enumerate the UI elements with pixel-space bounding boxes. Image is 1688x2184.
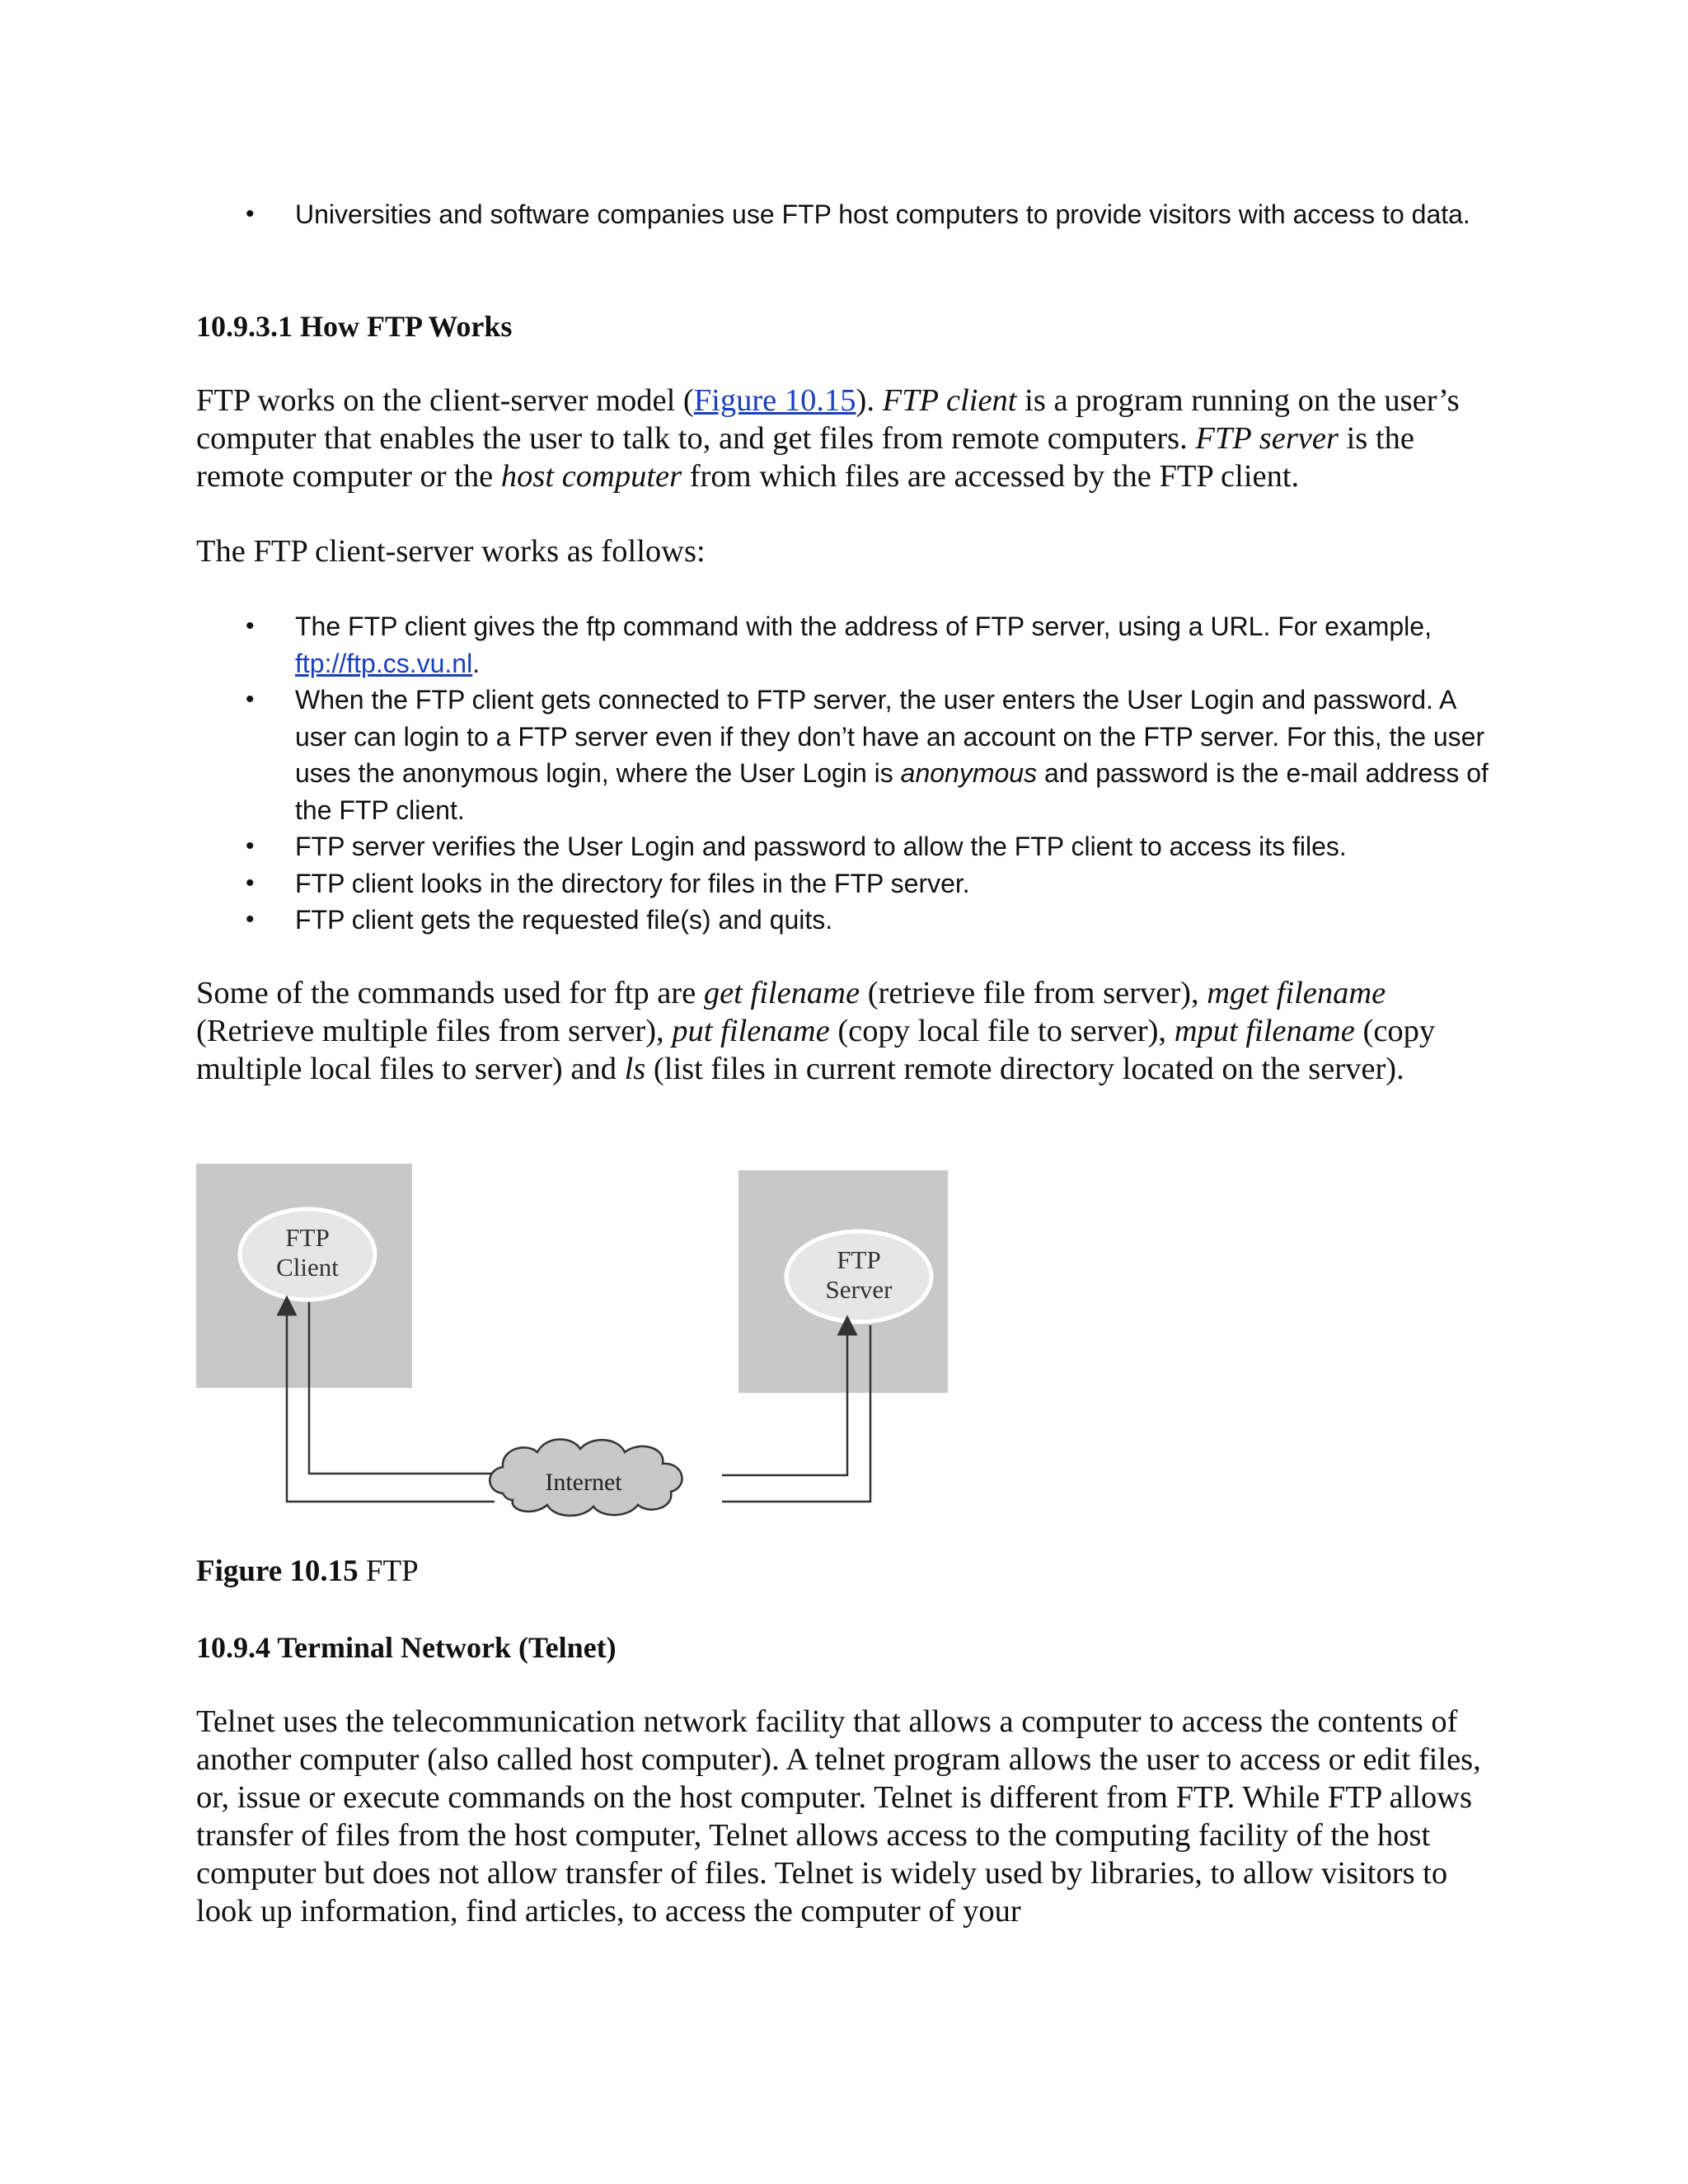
list-item xyxy=(196,196,1490,233)
server-label-line1: FTP xyxy=(837,1245,881,1274)
bullet-dot: • xyxy=(246,200,255,227)
list-item xyxy=(196,828,1490,865)
top-bullet-list xyxy=(196,196,1490,233)
bullet-text: When the FTP client gets connected to FTP server, the user enters the User Login and password. A user can login to a FTP server even if they don’t have an account on the FTP server. For this, the user uses the anonymous login, where the User Login is anonymous and password is the e-mail address of the FTP client. xyxy=(295,685,1489,825)
server-label-line2: Server xyxy=(825,1275,893,1304)
paragraph-ftp-intro: FTP works on the client-server model (Figure 10.15). FTP client is a program running on the user’s computer that enables the user to talk to, and get files from remote computers. FTP server is the remote computer or the host computer from which files are accessed by the FTP client. xyxy=(196,383,1460,494)
ftp-steps-list xyxy=(196,608,1490,939)
bullet-dot: • xyxy=(246,906,255,933)
bullet-dot: • xyxy=(246,612,255,640)
bullet-text: Universities and software companies use FTP host computers to provide visitors with access to data. xyxy=(295,199,1470,229)
list-item xyxy=(196,608,1490,682)
bullet-text: FTP client gets the requested file(s) and quits. xyxy=(295,905,833,935)
list-item xyxy=(196,865,1490,902)
paragraph-ftp-commands: Some of the commands used for ftp are get filename (retrieve file from server), mget filename (Retrieve multiple files from server), put filename (copy local file to server), mput filename (copy multiple local files to server) and ls (list files in current remote directory located on the server). xyxy=(196,976,1436,1086)
ftp-url-link[interactable]: ftp://ftp.cs.vu.nl xyxy=(295,648,473,678)
section-heading-telnet: 10.9.4 Terminal Network (Telnet) xyxy=(196,1631,617,1664)
bullet-text: The FTP client gives the ftp command with the address of FTP server, using a URL. For example, ftp://ftp.cs.vu.nl. xyxy=(295,612,1432,678)
bullet-text: FTP server verifies the User Login and password to allow the FTP client to access its files. xyxy=(295,832,1347,861)
figure-caption: Figure 10.15 FTP xyxy=(196,1554,419,1588)
bullet-dot: • xyxy=(246,869,255,897)
internet-label: Internet xyxy=(545,1469,622,1496)
figure-link[interactable]: Figure 10.15 xyxy=(693,383,856,418)
client-label-line2: Client xyxy=(276,1253,339,1282)
client-label-line1: FTP xyxy=(285,1223,330,1252)
list-item xyxy=(196,682,1490,828)
paragraph-works-as-follows: The FTP client-server works as follows: xyxy=(196,534,706,569)
ftp-diagram xyxy=(196,1164,948,1518)
bullet-text: FTP client looks in the directory for files in the FTP server. xyxy=(295,868,970,898)
section-heading-how-ftp-works: 10.9.3.1 How FTP Works xyxy=(196,310,513,343)
internet-cloud-icon xyxy=(490,1439,682,1516)
bullet-dot: • xyxy=(246,832,255,860)
list-item xyxy=(196,902,1490,939)
bullet-dot: • xyxy=(246,686,255,713)
paragraph-telnet: Telnet uses the telecommunication network facility that allows a computer to access the contents of another computer (also called host computer). A telnet program allows the user to access or edit files, or, issue or execute commands on the host computer. Telnet is different from FTP. While FTP allows transfer of files from the host computer, Telnet allows access to the computing facility of the host computer but does not allow transfer of files. Telnet is widely used by libraries, to allow visitors to look up information, find articles, to access the computer of your xyxy=(196,1704,1481,1929)
